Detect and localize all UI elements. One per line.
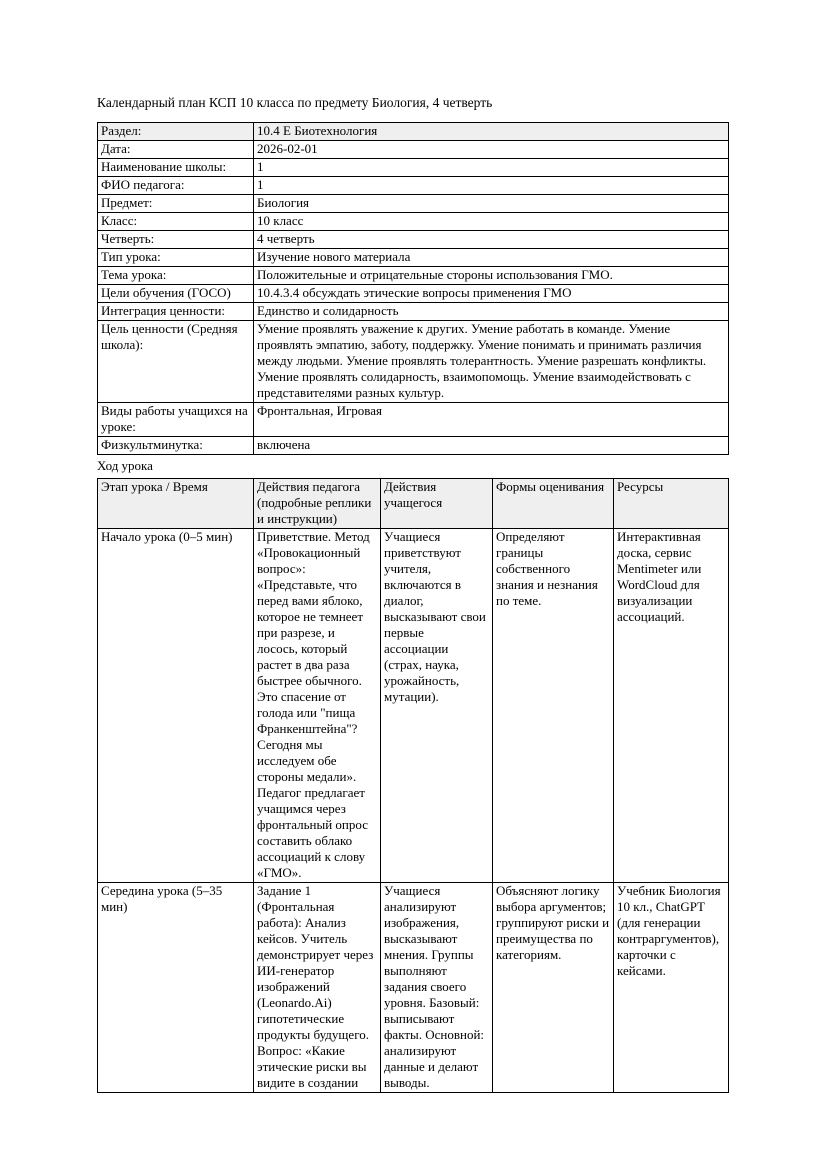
table-row <box>98 321 729 403</box>
info-label: Дата: <box>98 141 254 159</box>
info-value: 10.4 Е Биотехнология <box>254 123 729 141</box>
info-value: включена <box>254 436 729 454</box>
column-header-assessment: Формы оценивания <box>493 479 614 529</box>
info-value: 4 четверть <box>254 231 729 249</box>
info-value: 1 <box>254 159 729 177</box>
info-label: Класс: <box>98 213 254 231</box>
table-row <box>98 213 729 231</box>
lesson-plan-table <box>97 478 729 1092</box>
table-row <box>98 883 729 1093</box>
info-label: Предмет: <box>98 195 254 213</box>
table-row <box>98 285 729 303</box>
info-label: ФИО педагога: <box>98 177 254 195</box>
info-label: Наименование школы: <box>98 159 254 177</box>
info-label: Тема урока: <box>98 267 254 285</box>
table-row <box>98 529 729 883</box>
student-actions-cell: Учащиеся анализируют изображения, высказывают мнения. Группы выполняют задания своего уровня. Базовый: выписывают факты. Основной: анализируют данные и делают выводы. <box>381 883 493 1093</box>
info-label: Физкультминутка: <box>98 436 254 454</box>
info-value: Умение проявлять уважение к других. Умение работать в команде. Умение проявлять эмпатию, заботу, поддержку. Умение понимать и принимать различия между людьми. Умение проявлять толерантность. Умение разрешать конфликты. Умение проявлять солидарность, взаимопомощь. Умение взаимодействовать с представителями разных культур. <box>254 321 729 403</box>
info-value: Изучение нового материала <box>254 249 729 267</box>
table-row <box>98 141 729 159</box>
table-row <box>98 123 729 141</box>
student-actions-cell: Учащиеся приветствуют учителя, включаются в диалог, высказывают свои первые ассоциации (страх, наука, урожайность, мутации). <box>381 529 493 883</box>
info-label: Раздел: <box>98 123 254 141</box>
column-header-teacher-actions: Действия педагога (подробные реплики и инструкции) <box>254 479 381 529</box>
column-header-student-actions: Действия учащегося <box>381 479 493 529</box>
info-label: Тип урока: <box>98 249 254 267</box>
column-header-resources: Ресурсы <box>614 479 729 529</box>
info-label: Цель ценности (Средняя школа): <box>98 321 254 403</box>
table-row <box>98 267 729 285</box>
info-value: Биология <box>254 195 729 213</box>
table-header-row <box>98 479 729 529</box>
table-row <box>98 249 729 267</box>
resources-cell: Учебник Биология 10 кл., ChatGPT (для генерации контраргументов), карточки с кейсами. <box>614 883 729 1093</box>
table-row <box>98 303 729 321</box>
page-title: Календарный план КСП 10 класса по предмету Биология, 4 четверть <box>97 95 493 110</box>
info-label: Виды работы учащихся на уроке: <box>98 402 254 436</box>
info-label: Цели обучения (ГОСО) <box>98 285 254 303</box>
info-label: Интеграция ценности: <box>98 303 254 321</box>
info-value: 2026-02-01 <box>254 141 729 159</box>
info-value: Положительные и отрицательные стороны использования ГМО. <box>254 267 729 285</box>
assessment-cell: Определяют границы собственного знания и незнания по теме. <box>493 529 614 883</box>
table-row <box>98 436 729 454</box>
column-header-stage: Этап урока / Время <box>98 479 254 529</box>
table-row <box>98 177 729 195</box>
info-value: 10 класс <box>254 213 729 231</box>
stage-cell: Середина урока (5–35 мин) <box>98 883 254 1093</box>
info-value: 10.4.3.4 обсуждать этические вопросы применения ГМО <box>254 285 729 303</box>
table-row <box>98 159 729 177</box>
section-heading: Ход урока <box>97 457 153 473</box>
assessment-cell: Объясняют логику выбора аргументов; группируют риски и преимущества по категориям. <box>493 883 614 1093</box>
table-row <box>98 402 729 436</box>
teacher-actions-cell: Задание 1 (Фронтальная работа): Анализ кейсов. Учитель демонстрирует через ИИ-генератор изображений (Leonardo.Ai) гипотетические продукты будущего. Вопрос: «Какие этические риски вы видите в создании <box>254 883 381 1093</box>
resources-cell: Интерактивная доска, сервис Mentimeter или WordCloud для визуализации ассоциаций. <box>614 529 729 883</box>
info-value: 1 <box>254 177 729 195</box>
stage-cell: Начало урока (0–5 мин) <box>98 529 254 883</box>
lesson-info-table <box>97 122 729 455</box>
page-content <box>97 95 728 1093</box>
info-value: Единство и солидарность <box>254 303 729 321</box>
info-label: Четверть: <box>98 231 254 249</box>
table-row <box>98 231 729 249</box>
teacher-actions-cell: Приветствие. Метод «Провокационный вопрос»: «Представьте, что перед вами яблоко, которое не темнеет при разрезе, и лосось, который растет в два раза быстрее обычного. Это спасение от голода или "пища Франкенштейна"? Сегодня мы исследуем обе стороны медали». Педагог предлагает учащимся через фронтальный опрос составить облако ассоциаций к слову «ГМО». <box>254 529 381 883</box>
info-value: Фронтальная, Игровая <box>254 402 729 436</box>
table-row <box>98 195 729 213</box>
